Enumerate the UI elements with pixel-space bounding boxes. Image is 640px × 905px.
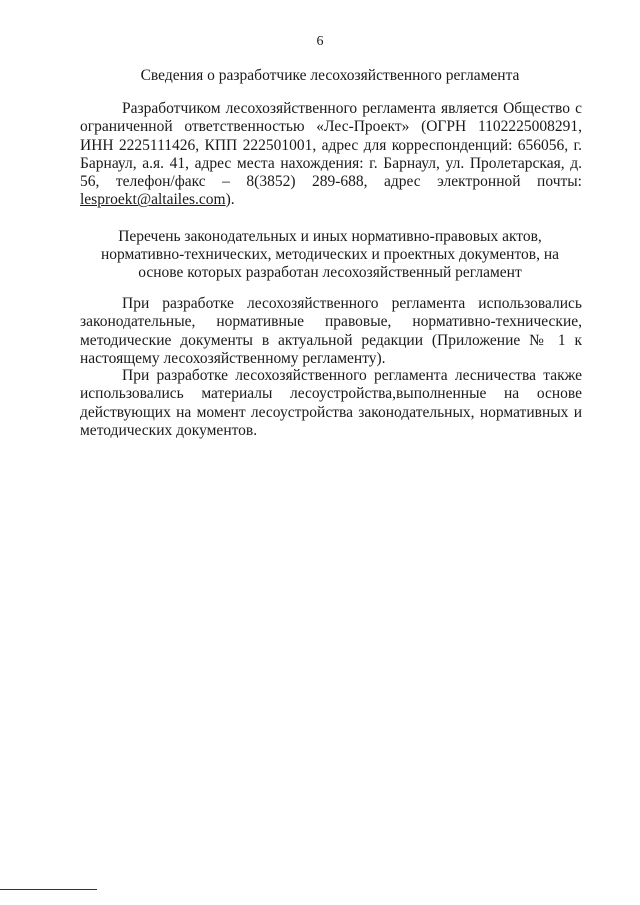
page-number: 6 <box>316 34 324 49</box>
documents-paragraph-1: При разработке лесохозяйственного регламента использовались законодательные, нормативные правовые, нормативно-технические, методические документы в актуальной редакции (Приложение № 1 к настоящему лесохозяйственному регламенту). <box>80 295 582 367</box>
developer-info-paragraph <box>80 100 582 210</box>
documents-paragraph-2: При разработке лесохозяйственного регламента лесничества также использовались материалы лесоустройства,выполненные на основе действующих на момент лесоустройства законодательных, нормативных и методических документов. <box>80 367 582 439</box>
documents-list-heading: Перечень законодательных и иных нормативно-правовых актов, нормативно-технических, методических и проектных документов, на основе которых разработан лесохозяйственный регламент <box>100 228 560 281</box>
developer-info-text-end: ). <box>225 191 235 209</box>
developer-info-heading: Сведения о разработчике лесохозяйственного регламента <box>140 67 520 84</box>
developer-info-text: Разработчиком лесохозяйственного регламента является Общество с ограниченной ответственностью «Лес-Проект» (ОГРН 1102225008291, ИНН 2225111426, КПП 222501001, адрес для корреспонденций: 656056, г. Барнаул, а.я. 41, адрес места нахождения: г. Барнаул, ул. Пролетарская, д. 56, телефон/факс – 8(3852) 289-688, адрес электронной почты: <box>80 100 582 191</box>
footer-rule <box>0 889 97 890</box>
email-link[interactable]: lesproekt@altailes.com <box>80 191 226 209</box>
